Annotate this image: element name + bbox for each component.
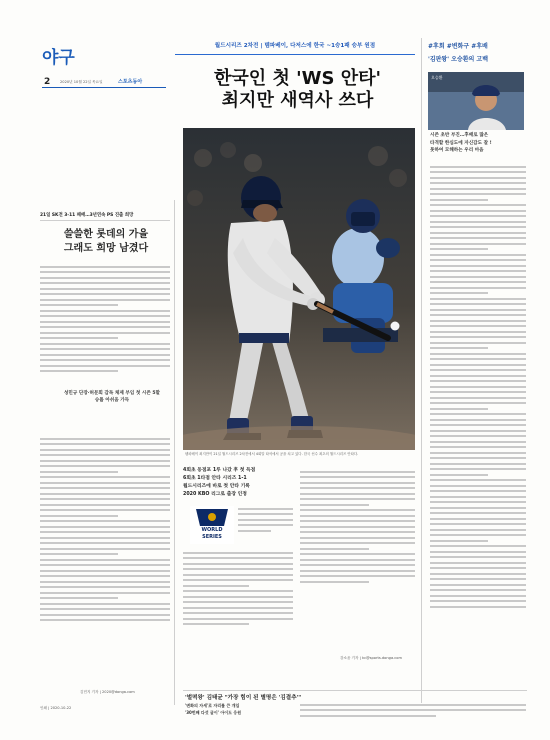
bottom-sub2: '30번째 다섯 글이' 아이도 응원 [185,710,242,715]
issue-date: 2020년 10월 22일 목요일 [60,80,103,84]
photo-caption: 템파베이 최지만이 21일 월드시리즈 2차전에서 4회말 타석에서 공을 치고 있다. 한국 선수 최초의 월드시리즈 안타다. [185,452,359,456]
right-hashtags: #후회 #변화구 #후배 [428,43,488,50]
page-number: 2 [44,77,51,87]
ws-logo-bottom: SERIES [202,534,222,540]
world-series-logo [190,506,234,544]
lower-intro-line4: 2020 KBO 리그로 출장 인정 [183,492,247,497]
headline-line2: 최지만 새역사 쓰다 [221,90,374,111]
section-title: 야구 [42,48,75,68]
left-byline: 김민지 기자 | 2020@donga.com [80,690,135,694]
batter-photo [183,128,415,450]
right-quote-line1: 시즌 초반 부진…후배로 많은 [430,133,489,138]
portrait-photo [428,72,524,130]
left-kicker: 21일 SK전 3-11 패배…3년연속 PS 진출 희망 [40,213,134,218]
top-banner-text: 월드시리즈 2차전 | 템파베이, 다저스에 한국 ~1승1패 승부 원점 [214,43,376,49]
left-headline-line1: 쓸쓸한 롯데의 가을 [63,229,149,240]
headline-line1: 한국인 첫 'WS 안타' [214,68,381,89]
masthead-rule [42,87,166,88]
bottom-strip-title: '벌떡왕' 김태균 "가장 힘이 된 별명은 '김결추'" [185,695,302,701]
right-quote-line3: 못하여 모해하는 우리 마음 [430,148,484,153]
left-headline [44,228,168,256]
top-banner [175,40,415,55]
masthead [34,41,169,109]
bottom-sub1: '변화의 자세'로 자리를 큰 개입 [185,703,240,708]
main-photo [183,128,415,450]
page-footer: 인쇄 | 2020-10-22 [40,706,72,710]
left-sidebar-note: 성민규 단장·허문회 감독 체제 부임 첫 시즌 5할 승률 아쉬움 가득 [63,391,160,403]
lower-byline: 강소윤 기자 | kc@sports.donga.com [340,656,402,660]
lower-intro [183,467,293,499]
right-column-divider [421,38,422,703]
left-body-1 [40,262,170,390]
portrait-label: 오승환 [431,75,443,80]
lower-intro-line2: 6회초 1타점 안타 시리즈 1-1 [183,476,247,481]
lower-body-b [183,548,293,673]
right-title: '김판왕' 오승환의 고백 [428,56,489,63]
left-column-divider [174,200,175,705]
paper-logo: 스포츠동아 [118,79,143,85]
bottom-strip-rule [183,690,527,691]
main-headline [185,68,410,112]
lower-body-c [300,467,415,657]
right-quote-line2: 타격할 한심도에 자신감도 잘 ! [430,140,492,146]
right-body [430,162,526,682]
lower-intro-line1: 4회초 동점포 1루 나갔 후 첫 득점 [183,468,256,473]
left-kicker-rule [40,220,170,221]
left-headline-line2: 그래도 희망 남겼다 [63,243,149,254]
left-body-2 [40,434,170,694]
lower-intro-line3: 월드시리즈에 바로 첫 안타 기록 [183,484,250,489]
bottom-body [300,700,526,730]
lower-body-a [238,504,293,544]
ws-logo-top: WORLD [201,527,223,533]
right-quote [430,132,526,155]
